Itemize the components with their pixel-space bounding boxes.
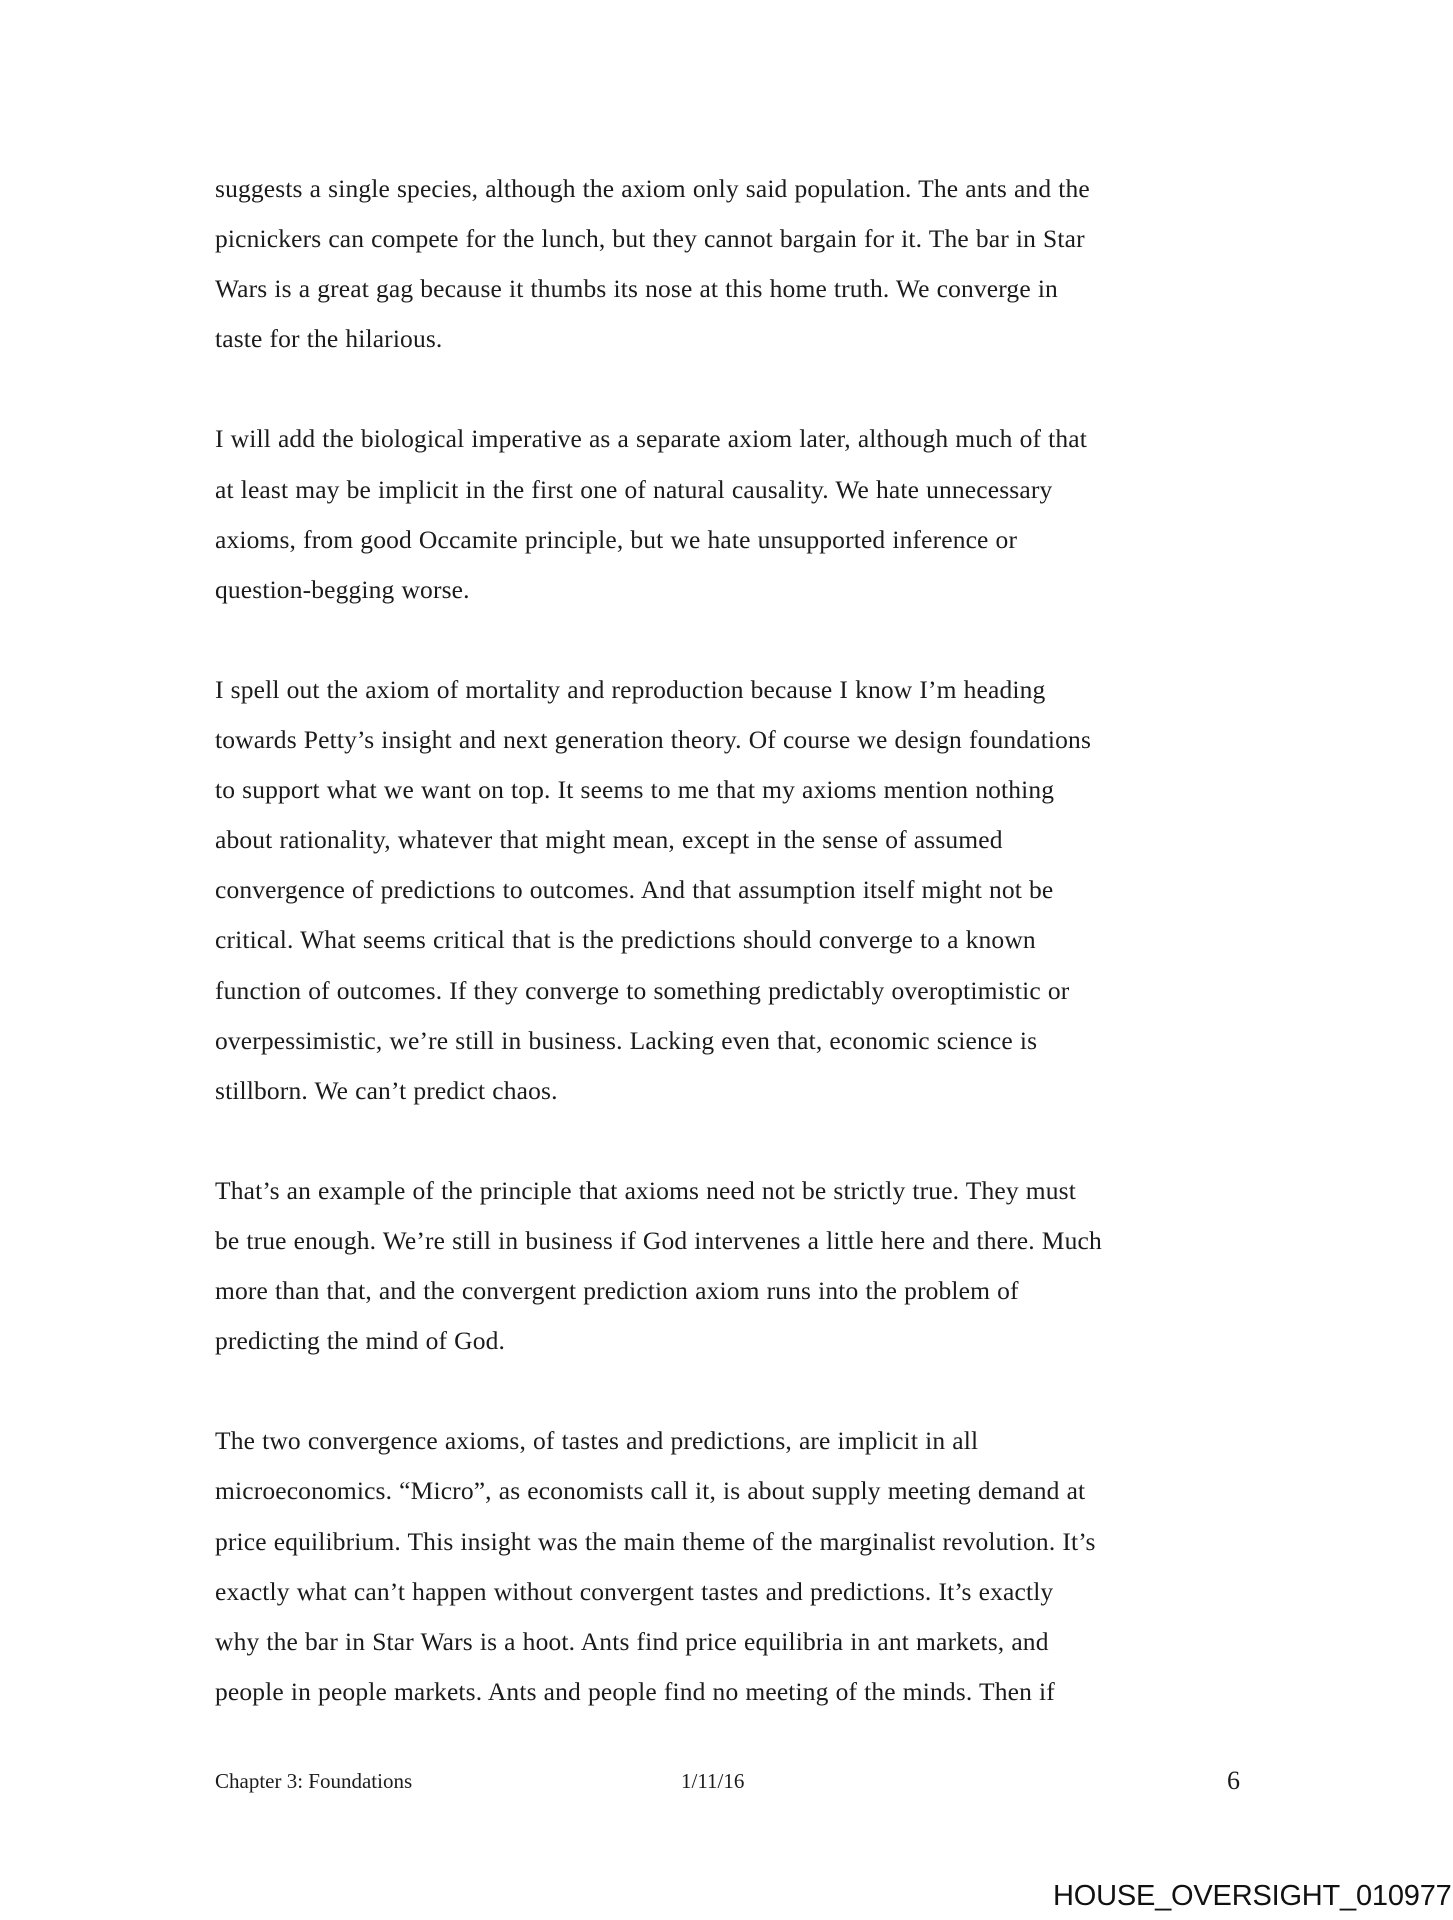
- text-line: price equilibrium. This insight was the main theme of the marginalist revolution. It’s: [215, 1526, 1096, 1556]
- bates-stamp: HOUSE_OVERSIGHT_010977: [1053, 1880, 1452, 1912]
- text-line: microeconomics. “Micro”, as economists call it, is about supply meeting demand at: [215, 1476, 1086, 1506]
- text-line: people in people markets. Ants and people find no meeting of the minds. Then if: [215, 1676, 1055, 1706]
- text-line: stillborn. We can’t predict chaos.: [215, 1075, 558, 1105]
- text-line: axioms, from good Occamite principle, but we hate unsupported inference or: [215, 524, 1018, 554]
- text-line: why the bar in Star Wars is a hoot. Ants find price equilibria in ant markets, and: [215, 1626, 1049, 1656]
- text-line: predicting the mind of God.: [215, 1326, 506, 1356]
- text-line: taste for the hilarious.: [215, 324, 443, 354]
- text-line: to support what we want on top. It seems to me that my axioms mention nothing: [215, 775, 1055, 805]
- text-line: picnickers can compete for the lunch, but they cannot bargain for it. The bar in Star: [215, 224, 1085, 254]
- paragraph-4: [215, 1166, 1245, 1366]
- paragraph-1: [215, 164, 1245, 364]
- text-line: I will add the biological imperative as a separate axiom later, although much of that: [215, 424, 1087, 454]
- footer-page-number: 6: [1227, 1766, 1240, 1795]
- text-line: That’s an example of the principle that axioms need not be strictly true. They must: [215, 1175, 1076, 1205]
- text-line: more than that, and the convergent prediction axiom runs into the problem of: [215, 1276, 1019, 1306]
- body-text: [215, 164, 1245, 1767]
- paragraph-3: [215, 665, 1245, 1116]
- text-line: critical. What seems critical that is the predictions should converge to a known: [215, 925, 1036, 955]
- text-line: question-begging worse.: [215, 574, 470, 604]
- text-line: The two convergence axioms, of tastes and predictions, are implicit in all: [215, 1426, 979, 1456]
- text-line: exactly what can’t happen without convergent tastes and predictions. It’s exactly: [215, 1576, 1054, 1606]
- text-line: towards Petty’s insight and next generation theory. Of course we design foundations: [215, 725, 1092, 755]
- footer-date: 1/11/16: [681, 1769, 745, 1793]
- text-line: I spell out the axiom of mortality and reproduction because I know I’m heading: [215, 674, 1046, 704]
- paragraph-5: [215, 1416, 1245, 1717]
- text-line: about rationality, whatever that might mean, except in the sense of assumed: [215, 825, 1003, 855]
- text-line: be true enough. We’re still in business if God intervenes a little here and there. Much: [215, 1225, 1102, 1255]
- text-line: Wars is a great gag because it thumbs its nose at this home truth. We converge in: [215, 274, 1058, 304]
- text-line: at least may be implicit in the first one of natural causality. We hate unnecessary: [215, 474, 1053, 504]
- text-line: function of outcomes. If they converge to something predictably overoptimistic or: [215, 975, 1070, 1005]
- text-line: convergence of predictions to outcomes. And that assumption itself might not be: [215, 875, 1054, 905]
- text-line: suggests a single species, although the axiom only said population. The ants and the: [215, 174, 1090, 203]
- footer-chapter-title: Chapter 3: Foundations: [215, 1769, 413, 1793]
- text-line: overpessimistic, we’re still in business. Lacking even that, economic science is: [215, 1025, 1038, 1055]
- paragraph-2: [215, 414, 1245, 614]
